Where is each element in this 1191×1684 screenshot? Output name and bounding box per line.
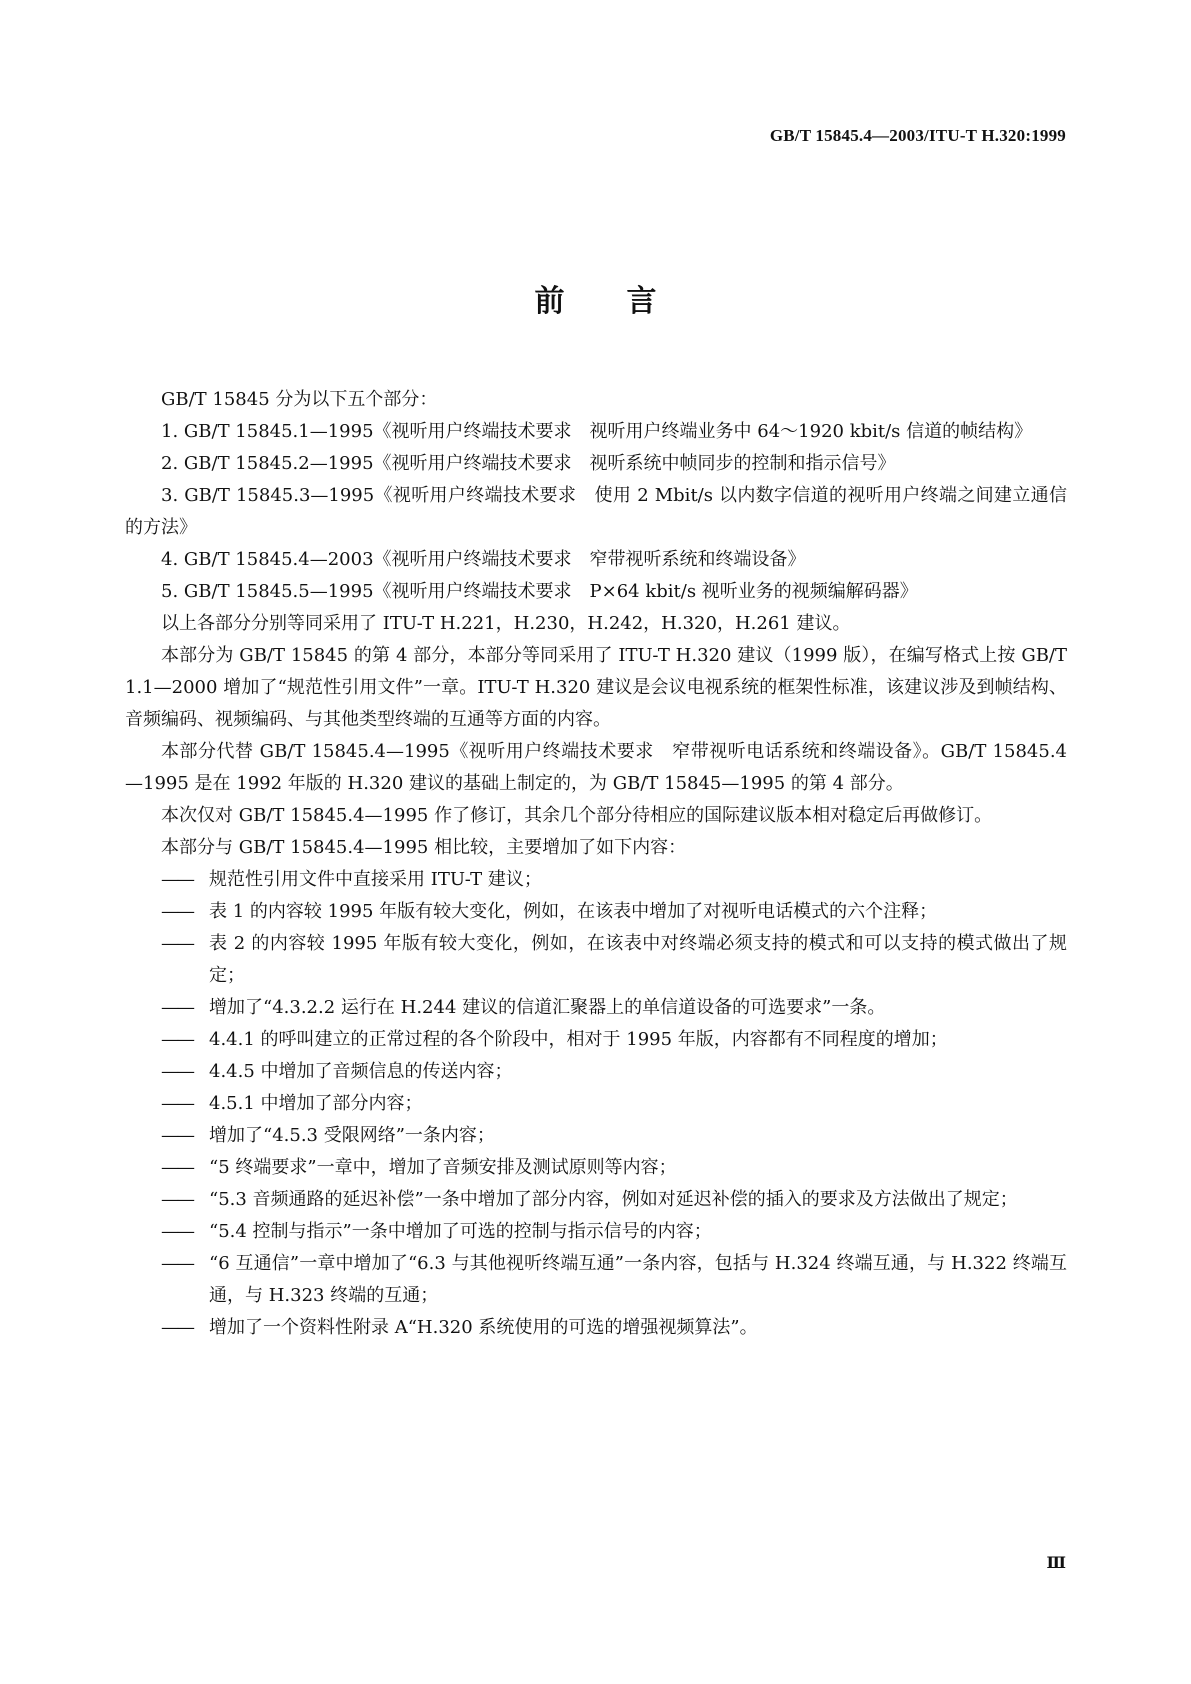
list-item [125, 896, 1067, 928]
list-item [125, 1088, 1067, 1120]
list-item-text: 增加了一个资料性附录 A“H.320 系统使用的可选的增强视频算法”。 [209, 1317, 758, 1338]
dash-marker: —— [161, 1093, 193, 1114]
list-item-text: “6 互通信”一章中增加了“6.3 与其他视听终端互通”一条内容，包括与 H.324 终端互通，与 H.322 终端互通，与 H.323 终端的互通； [209, 1253, 1067, 1306]
dash-marker: —— [161, 869, 193, 890]
list-item-text: 增加了“4.5.3 受限网络”一条内容； [209, 1125, 495, 1146]
list-item [125, 1248, 1067, 1312]
paragraph-changes-intro: 本部分与 GB/T 15845.4—1995 相比较，主要增加了如下内容： [161, 837, 687, 858]
list-item-text: 表 1 的内容较 1995 年版有较大变化，例如，在该表中增加了对视听电话模式的六个注释； [209, 901, 938, 922]
paragraph-part-1: 1. GB/T 15845.1—1995《视听用户终端技术要求 视听用户终端业务中 64～1920 kbit/s 信道的帧结构》 [161, 421, 1033, 442]
paragraph-scope: 本部分为 GB/T 15845 的第 4 部分，本部分等同采用了 ITU-T H.320 建议（1999 版），在编写格式上按 GB/T 1.1—2000 增加了“规范性引用文件”一章。ITU-T H.320 建议是会议电视系统的框架性标准，该建议涉及到帧结构、音频编码、视频编码、与其他类型终端的互通等方面的内容。 [125, 645, 1067, 730]
paragraph-replaces: 本部分代替 GB/T 15845.4—1995《视听用户终端技术要求 窄带视听电话系统和终端设备》。GB/T 15845.4—1995 是在 1992 年版的 H.320 建议的基础上制定的，为 GB/T 15845—1995 的第 4 部分。 [125, 741, 1067, 794]
dash-marker: —— [161, 1029, 193, 1050]
list-item-text: “5 终端要求”一章中，增加了音频安排及测试原则等内容； [209, 1157, 677, 1178]
paragraph-revision: 本次仅对 GB/T 15845.4—1995 作了修订，其余几个部分待相应的国际建议版本相对稳定后再做修订。 [161, 805, 993, 826]
paragraph-intro: GB/T 15845 分为以下五个部分： [161, 389, 438, 410]
changes-list [125, 864, 1067, 1344]
page-number: Ⅲ [1046, 1555, 1066, 1572]
list-item [125, 1024, 1067, 1056]
dash-marker: —— [161, 901, 193, 922]
dash-marker: —— [161, 1253, 193, 1274]
paragraph-part-4: 4. GB/T 15845.4—2003《视听用户终端技术要求 窄带视听系统和终端设备》 [161, 549, 806, 570]
list-item [125, 1056, 1067, 1088]
list-item-text: “5.4 控制与指示”一条中增加了可选的控制与指示信号的内容； [209, 1221, 712, 1242]
dash-marker: —— [161, 1317, 193, 1338]
dash-marker: —— [161, 1125, 193, 1146]
dash-marker: —— [161, 1157, 193, 1178]
list-item [125, 992, 1067, 1024]
dash-marker: —— [161, 1221, 193, 1242]
page-title: 前言 [534, 284, 719, 319]
list-item-text: 表 2 的内容较 1995 年版有较大变化，例如，在该表中对终端必须支持的模式和可以支持的模式做出了规定； [209, 933, 1067, 986]
list-item [125, 864, 1067, 896]
list-item [125, 928, 1067, 992]
list-item [125, 1184, 1067, 1216]
dash-marker: —— [161, 1061, 193, 1082]
list-item [125, 1120, 1067, 1152]
list-item [125, 1152, 1067, 1184]
standard-code-header: GB/T 15845.4—2003/ITU-T H.320:1999 [769, 126, 1066, 145]
list-item-text: 4.5.1 中增加了部分内容； [209, 1093, 423, 1114]
list-item-text: 规范性引用文件中直接采用 ITU-T 建议； [209, 869, 542, 890]
list-item [125, 1216, 1067, 1248]
dash-marker: —— [161, 1189, 193, 1210]
list-item-text: 增加了“4.3.2.2 运行在 H.244 建议的信道汇聚器上的单信道设备的可选要求”一条。 [209, 997, 886, 1018]
paragraph-adoption: 以上各部分分别等同采用了 ITU-T H.221，H.230，H.242，H.320，H.261 建议。 [161, 613, 851, 634]
list-item-text: “5.3 音频通路的延迟补偿”一条中增加了部分内容，例如对延迟补偿的插入的要求及方法做出了规定； [209, 1189, 1018, 1210]
dash-marker: —— [161, 997, 193, 1018]
paragraph-part-2: 2. GB/T 15845.2—1995《视听用户终端技术要求 视听系统中帧同步的控制和指示信号》 [161, 453, 896, 474]
dash-marker: —— [161, 933, 193, 954]
paragraph-part-5: 5. GB/T 15845.5—1995《视听用户终端技术要求 P×64 kbit/s 视听业务的视频编解码器》 [161, 581, 918, 602]
list-item-text: 4.4.1 的呼叫建立的正常过程的各个阶段中，相对于 1995 年版，内容都有不同程度的增加； [209, 1029, 948, 1050]
list-item [125, 1312, 1067, 1344]
list-item-text: 4.4.5 中增加了音频信息的传送内容； [209, 1061, 513, 1082]
document-body [125, 384, 1067, 1344]
paragraph-part-3: 3. GB/T 15845.3—1995《视听用户终端技术要求 使用 2 Mbit/s 以内数字信道的视听用户终端之间建立通信的方法》 [125, 485, 1067, 538]
